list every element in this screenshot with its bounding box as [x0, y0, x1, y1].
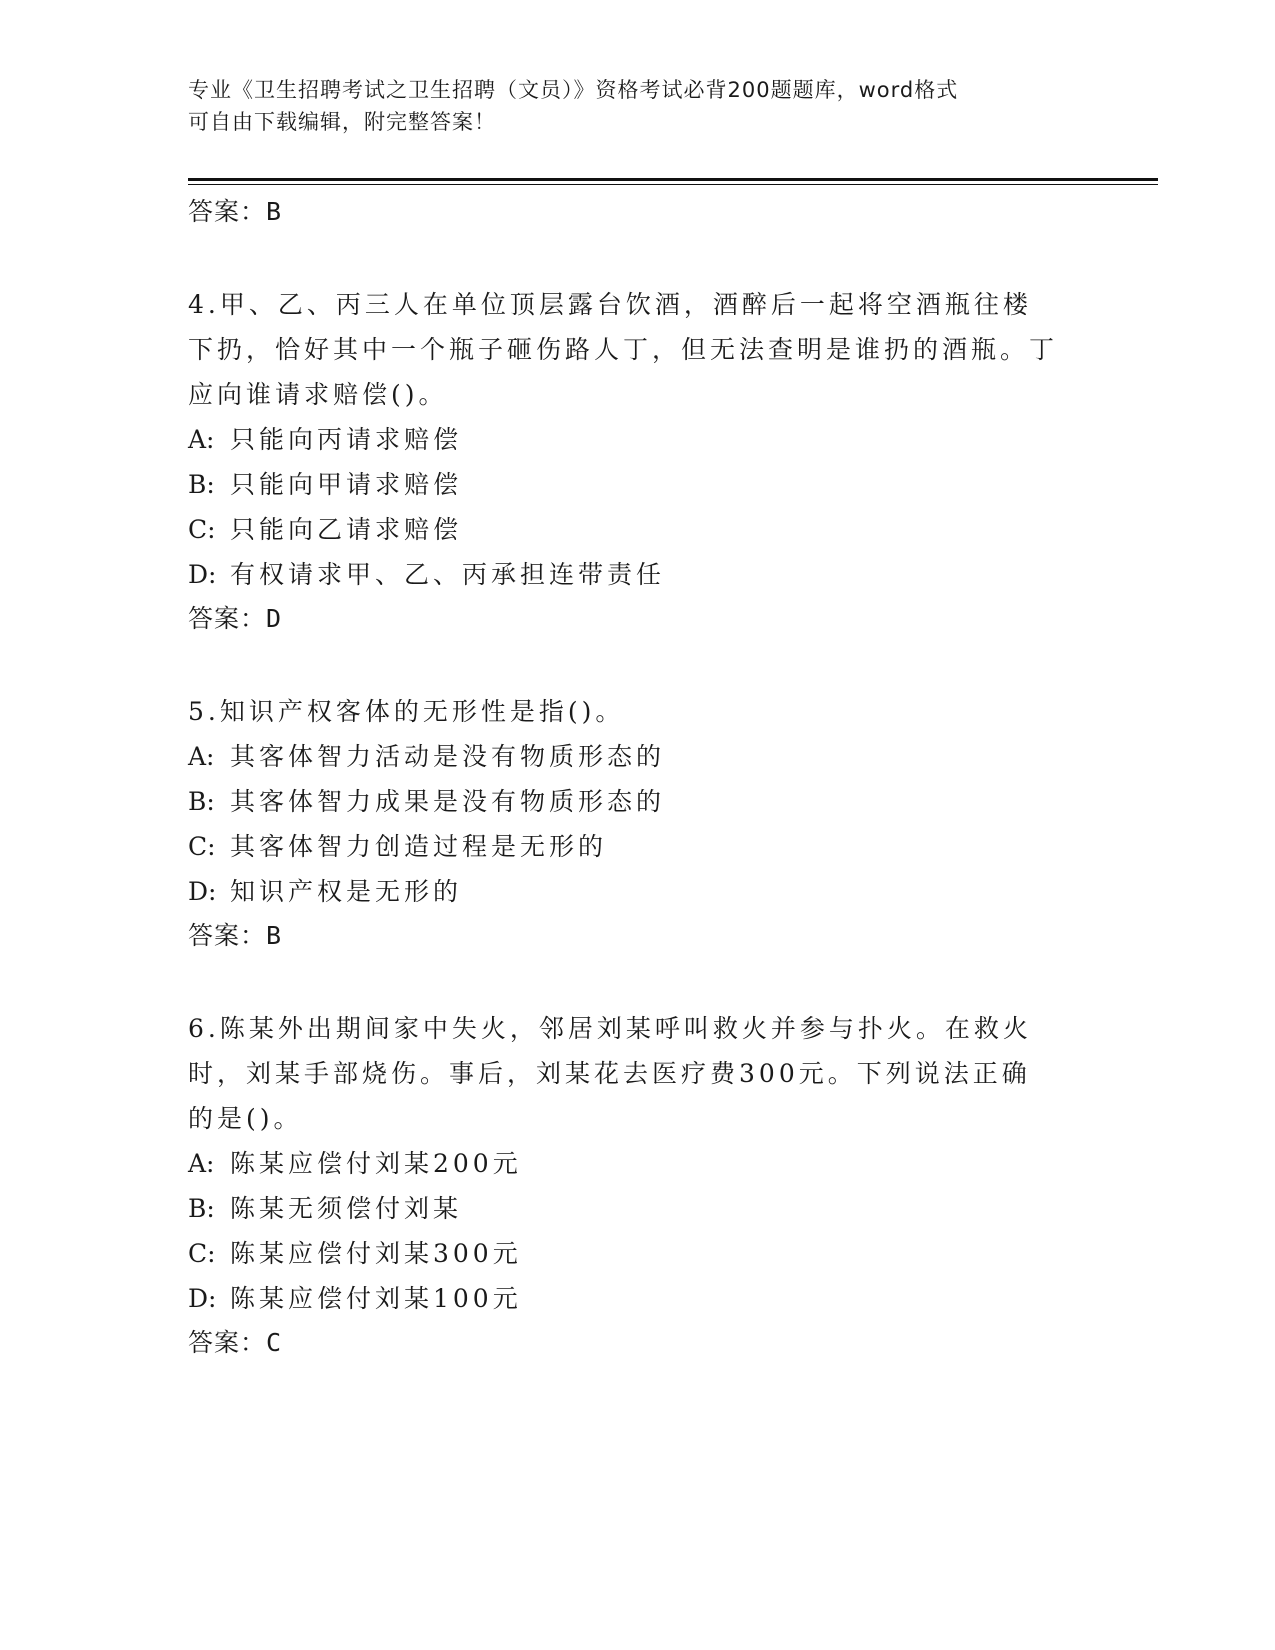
question-4: [188, 282, 1088, 641]
question-stem: 4.甲、乙、丙三人在单位顶层露台饮酒，酒醉后一起将空酒瓶往楼下扔，恰好其中一个瓶子砸伤路人丁，但无法查明是谁扔的酒瓶。丁应向谁请求赔偿()。: [188, 290, 1059, 409]
option-letter: D:: [188, 1284, 217, 1313]
option-letter: D:: [188, 560, 217, 589]
option-c: [188, 507, 1088, 552]
option-c: [188, 824, 1088, 869]
option-b: [188, 1186, 1088, 1231]
answer-line: [188, 914, 1088, 958]
option-letter: C:: [188, 832, 216, 861]
answer-label: 答案：: [188, 921, 267, 950]
document-header: [188, 74, 1088, 138]
answer-value: B: [266, 197, 283, 226]
option-text: 只能向甲请求赔偿: [230, 470, 463, 499]
header-divider-thin: [188, 184, 1158, 185]
option-text: 陈某应偿付刘某300元: [230, 1239, 522, 1268]
header-line-1: 专业《卫生招聘考试之卫生招聘（文员）》资格考试必背200题题库，word格式: [188, 78, 959, 102]
option-letter: B:: [188, 470, 215, 499]
option-letter: D:: [188, 877, 217, 906]
option-letter: B:: [188, 1194, 215, 1223]
answer-line: [188, 1321, 1088, 1365]
option-letter: A:: [188, 1149, 215, 1178]
option-text: 其客体智力创造过程是无形的: [230, 832, 608, 861]
option-letter: C:: [188, 1239, 216, 1268]
question-stem: 5.知识产权客体的无形性是指()。: [188, 697, 625, 726]
answer-value: D: [266, 604, 283, 633]
option-text: 有权请求甲、乙、丙承担连带责任: [230, 560, 666, 589]
option-b: [188, 779, 1088, 824]
option-text: 其客体智力成果是没有物质形态的: [230, 787, 666, 816]
option-text: 陈某应偿付刘某200元: [230, 1149, 522, 1178]
answer-value: B: [266, 921, 283, 950]
answer-label: 答案：: [188, 604, 267, 633]
header-line-2: 可自由下载编辑，附完整答案！: [188, 110, 496, 134]
option-letter: A:: [188, 742, 215, 771]
answer-value: C: [266, 1328, 283, 1357]
option-text: 陈某无须偿付刘某: [230, 1194, 463, 1223]
option-text: 只能向乙请求赔偿: [230, 515, 463, 544]
option-d: [188, 1276, 1088, 1321]
option-text: 只能向丙请求赔偿: [230, 425, 463, 454]
answer-line: [188, 597, 1088, 641]
option-a: [188, 1141, 1088, 1186]
answer-line: [188, 190, 1088, 234]
option-text: 陈某应偿付刘某100元: [230, 1284, 522, 1313]
option-d: [188, 869, 1088, 914]
option-text: 知识产权是无形的: [230, 877, 463, 906]
header-divider-thick: [188, 178, 1158, 181]
question-list: [188, 190, 1088, 1365]
answer-label: 答案：: [188, 1328, 267, 1357]
question-stem: 6.陈某外出期间家中失火，邻居刘某呼叫救火并参与扑火。在救火时，刘某手部烧伤。事后，刘某花去医疗费300元。下列说法正确的是()。: [188, 1014, 1032, 1133]
option-letter: A:: [188, 425, 215, 454]
option-d: [188, 552, 1088, 597]
question-5: [188, 689, 1088, 958]
option-text: 其客体智力活动是没有物质形态的: [230, 742, 666, 771]
question-6: [188, 1006, 1088, 1365]
option-a: [188, 417, 1088, 462]
option-b: [188, 462, 1088, 507]
answer-label: 答案：: [188, 197, 267, 226]
option-letter: C:: [188, 515, 216, 544]
option-a: [188, 734, 1088, 779]
option-letter: B:: [188, 787, 215, 816]
option-c: [188, 1231, 1088, 1276]
